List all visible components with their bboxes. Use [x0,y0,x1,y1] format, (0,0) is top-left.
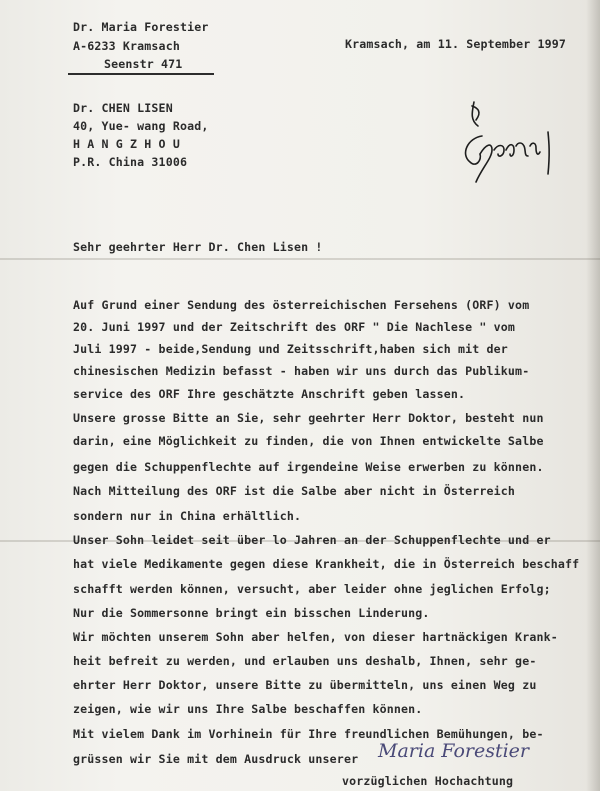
recipient-street: 40, Yue- wang Road, [73,119,209,133]
body-line: darin, eine Möglichkeit zu finden, die von Ihnen entwickelte Salbe [73,434,544,448]
salutation: Sehr geehrter Herr Dr. Chen Lisen ! [73,240,323,254]
signature: Maria Forestier [378,740,530,762]
body-line: sondern nur in China erhältlich. [73,509,302,523]
body-line: service des ORF Ihre geschätzte Anschrift geben lassen. [73,387,466,401]
sender-underline [68,73,214,75]
sender-city: A-6233 Kramsach [73,39,180,53]
sender-street: Seenstr 471 [104,57,183,71]
body-line: zeigen, wie wir uns Ihre Salbe beschaffen können. [73,702,423,716]
body-line: Auf Grund einer Sendung des österreichischen Fersehens (ORF) vom [73,298,530,312]
body-line: Unser Sohn leidet seit über lo Jahren an der Schuppenflechte und er [73,533,551,547]
body-line: grüssen wir Sie mit dem Ausdruck unserer [73,752,359,766]
sender-name: Dr. Maria Forestier [73,20,209,34]
page-edge-shadow [586,0,600,791]
body-line: hat viele Medikamente gegen diese Krankheit, die in Österreich beschaff [73,557,580,571]
recipient-country: P.R. China 31006 [73,155,188,169]
body-line: Nach Mitteilung des ORF ist die Salbe aber nicht in Österreich [73,484,516,498]
recipient-city: H A N G Z H O U [73,137,180,151]
body-line: heit befreit zu werden, und erlauben uns deshalb, Ihnen, sehr ge- [73,654,537,668]
body-line: chinesischen Medizin befasst - haben wir uns durch das Publikum- [73,364,530,378]
body-line: 20. Juni 1997 und der Zeitschrift des ORF " Die Nachlese " vom [73,320,516,334]
body-line: ehrter Herr Doktor, unsere Bitte zu übermitteln, uns einen Weg zu [73,678,537,692]
body-line: Nur die Sommersonne bringt ein bisschen Linderung. [73,606,430,620]
fold-line [0,258,600,260]
body-line: gegen die Schuppenflechte auf irgendeine Weise erwerben zu können. [73,460,544,474]
recipient-name: Dr. CHEN LISEN [73,101,173,115]
body-line: Unsere grosse Bitte an Sie, sehr geehrter Herr Doktor, besteht nun [73,411,544,425]
body-line: Wir möchten unserem Sohn aber helfen, von dieser hartnäckigen Krank- [73,630,558,644]
body-line: Juli 1997 - beide,Sendung und Zeitsschrift,haben sich mit der [73,342,508,356]
date-line: Kramsach, am 11. September 1997 [345,37,567,51]
handwritten-annotation-icon [452,98,562,190]
body-line: Mit vielem Dank im Vorhinein für Ihre freundlichen Bemühungen, be- [73,727,544,741]
body-line: schafft werden können, versucht, aber leider ohne jeglichen Erfolg; [73,582,551,596]
closing-line: vorzüglichen Hochachtung [342,774,514,788]
